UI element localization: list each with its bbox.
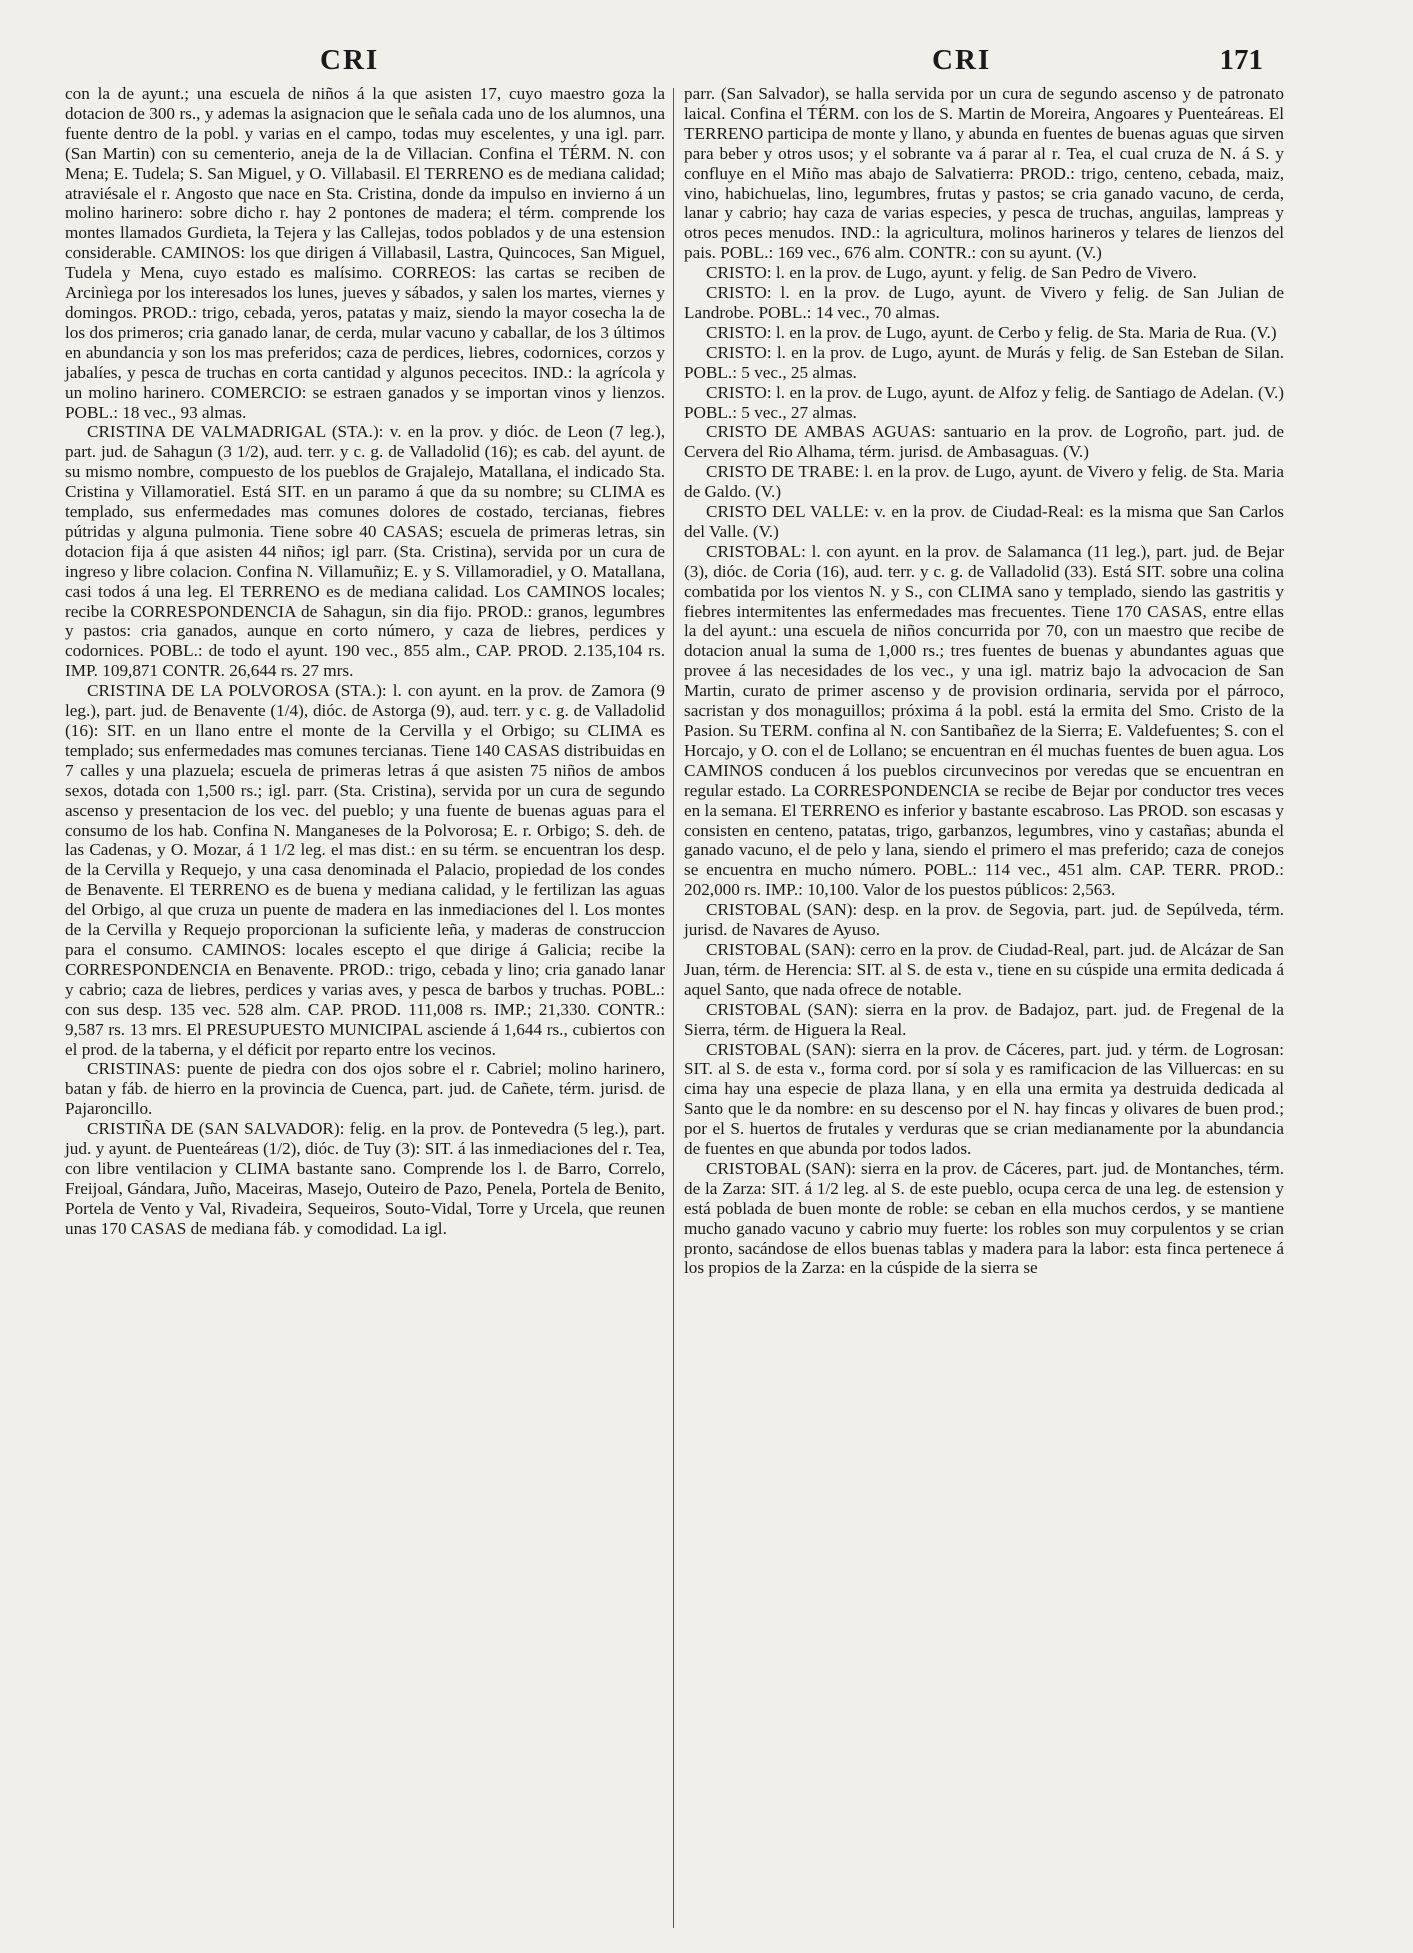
entry-cristo-silan: CRISTO: l. en la prov. de Lugo, ayunt. de Murás y felig. de San Esteban de Silan. POBL.: 5 vec., 25 almas. xyxy=(684,342,1284,382)
left-column xyxy=(65,84,665,1239)
entry-cristobal-san-badajoz: CRISTOBAL (SAN): sierra en la prov. de Badajoz, part. jud. de Fregenal de la Sierra, térm. de Higuera la Real. xyxy=(684,999,1284,1039)
right-column xyxy=(684,84,1284,1278)
entry-cristina-san-salvador: CRISTIÑA DE (SAN SALVADOR): felig. en la prov. de Pontevedra (5 leg.), part. jud. y ayunt. de Puenteáreas (1/2), dióc. de Tuy (3): SIT. á las inmediaciones del r. Tea, con libre ventilacion y CLIMA bastante sano. Comprende los l. de Barro, Correlo, Freijoal, Gándara, Juño, Maceiras, Masejo, Outeiro de Pazo, Penela, Portela de Benito, Portela de Vento y Val, Rivadeira, Sequeiros, Souto-Vidal, Torre y Urcela, que reunen unas 170 CASAS de mediana fáb. y comodidad. La igl. xyxy=(65,1119,665,1238)
entry-cristo-de-trabe: CRISTO DE TRABE: l. en la prov. de Lugo, ayunt. de Vivero y felig. de Sta. Maria de Galdo. (V.) xyxy=(684,462,1284,502)
entry-cristo-vivero: CRISTO: l. en la prov. de Lugo, ayunt. y felig. de San Pedro de Vivero. xyxy=(706,263,1197,283)
running-head-right: CRI xyxy=(932,44,992,76)
entry-cristobal-san-segovia: CRISTOBAL (SAN): desp. en la prov. de Segovia, part. jud. de Sepúlveda, térm. jurisd. de Navares de Ayuso. xyxy=(684,900,1284,940)
entry-continuation: parr. (San Salvador), se halla servida por un cura de segundo ascenso y de patronato laical. Confina el TÉRM. con los de S. Martin de Moreira, Angoares y Puenteáreas. El TERRENO participa de monte y llano, y abunda en fuentes de buenas aguas que sirven para beber y otros usos; y el sobrante va á parar al r. Tea, el cual cruza de N. á S. y confluye en el Miño mas abajo de Salvatierra: PROD.: trigo, centeno, cebada, maiz, vino, habichuelas, lino, legumbres, frutas y pastos; se cria ganado vacuno, de cerda, lanar y cabrio; hay caza de varias especies, y pesca de truchas, anguilas, lampreas y otros peces menudos. IND.: la agricultura, molinos harineros y telares de lienzos del pais. POBL.: 169 vec., 676 alm. CONTR.: con su ayunt. (V.) xyxy=(684,84,1284,263)
entry-cristo-adelan: CRISTO: l. en la prov. de Lugo, ayunt. de Alfoz y felig. de Santiago de Adelan. (V.) POBL.: 5 vec., 27 almas. xyxy=(684,382,1284,422)
entry-cristobal-san-caceres-montanches: CRISTOBAL (SAN): sierra en la prov. de Cáceres, part. jud. de Montanches, térm. de la Zarza: SIT. á 1/2 leg. al S. de este pueblo, ocupa cerca de una leg. de estension y está poblada de buen monte de roble: se ceban en ella muchos cerdos, y se mantiene mucho ganado vacuno y cabrio muy fuerte: los robles son muy corpulentos y se crian pronto, sacándose de ellos buenas tablas y madera para la labor: esta finca pertenece á los propios de la Zarza: en la cúspide de la sierra se xyxy=(684,1158,1284,1278)
entry-cristinas: CRISTINAS: puente de piedra con dos ojos sobre el r. Cabriel; molino harinero, batan y fáb. de hierro en la provincia de Cuenca, part. jud. de Cañete, térm. jurisd. de Pajaroncillo. xyxy=(65,1059,665,1119)
column-divider xyxy=(673,88,674,1928)
entry-cristina-de-valmadrigal: CRISTINA DE VALMADRIGAL (STA.): v. en la prov. y dióc. de Leon (7 leg.), part. jud. de Sahagun (3 1/2), aud. terr. y c. g. de Valladolid (16); es cab. del ayunt. de su mismo nombre, compuesto de los pueblos de Grajalejo, Matallana, el indicado Sta. Cristina y Villamoratiel. Está SIT. en un paramo á que da su nombre; su CLIMA es templado, sus enfermedades mas comunes dolores de costado, tercianas, fiebres pútridas y alguna pulmonia. Tiene sobre 40 CASAS; escuela de primeras letras, sin dotacion fija á que asisten 44 niños; igl parr. (Sta. Cristina), servida por un cura de ingreso y libre colacion. Confina N. Villamuñiz; E. y S. Villamoradiel, y O. Matallana, casi todos á una leg. El TERRENO es de mediana calidad. Los CAMINOS locales; recibe la CORRESPONDENCIA de Sahagun, sin dia fijo. PROD.: granos, legumbres y pastos: cria ganados, aunque en corto número, y caza de liebres, perdices y codornices. POBL.: de todo el ayunt. 190 vec., 855 alm., CAP. PROD. 2.135,104 rs. IMP. 109,871 CONTR. 26,644 rs. 27 mrs. xyxy=(65,422,665,681)
entry-cristobal-san-ciudad-real: CRISTOBAL (SAN): cerro en la prov. de Ciudad-Real, part. jud. de Alcázar de San Juan, térm. de Herencia: SIT. al S. de esta v., tiene en su cúspide una ermita dedicada á aquel Santo, que nada ofrece de notable. xyxy=(684,939,1284,999)
page-number: 171 xyxy=(1219,44,1263,76)
entry-cristobal: CRISTOBAL: l. con ayunt. en la prov. de Salamanca (11 leg.), part. jud. de Bejar (3), dióc. de Coria (16), aud. terr. y c. g. de Valladolid (33). Está SIT. sobre una colina combatida por los vientos N. y S., con CLIMA sano y templado, siendo las gastritis y fiebres intermitentes las enfermedades mas frecuentes. Tiene 170 CASAS, entre ellas la del ayunt.: una escuela de niños concurrida por 70, con un maestro que recibe de dotacion anual la suma de 1,000 rs.; tres fuentes de buenas y abundantes aguas que provee á las necesidades de los vec., y una igl. matriz bajo la advocacion de San Martin, curato de primer ascenso y de provision ordinaria, servida por el párroco, sacristan y dos monaguillos; próxima á la pobl. está la ermita del Smo. Cristo de la Pasion. Su TERM. confina al N. con Santibañez de la Sierra; E. Valdefuentes; S. con el Horcajo, y O. con el de Lollano; se encuentran en él muchas fuentes de buen agua. Los CAMINOS conducen á los pueblos circunvecinos por veredas que se encuentran en regular estado. La CORRESPONDENCIA se recibe de Bejar por conductor tres veces en la semana. El TERRENO es inferior y bastante escabroso. Las PROD. son escasas y consisten en centeno, patatas, trigo, garbanzos, legumbres, vino y castañas; abunda el ganado vacuno, el de pelo y lana, siendo el primero el mas preferido; caza de conejos se encuentra en mucho número. POBL.: 114 vec., 451 alm. CAP. TERR. PROD.: 202,000 rs. IMP.: 10,100. Valor de los puestos públicos: 2,563. xyxy=(684,541,1284,900)
entry-cristo-de-ambas-aguas: CRISTO DE AMBAS AGUAS: santuario en la prov. de Logroño, part. jud. de Cervera del Rio Alhama, térm. jurisd. de Ambasaguas. (V.) xyxy=(684,422,1284,462)
running-head-left: CRI xyxy=(320,44,380,76)
entry-cristo-landrobe: CRISTO: l. en la prov. de Lugo, ayunt. de Vivero y felig. de San Julian de Landrobe. POBL.: 14 vec., 70 almas. xyxy=(684,283,1284,322)
entry-cristo-rua: CRISTO: l. en la prov. de Lugo, ayunt. de Cerbo y felig. de Sta. Maria de Rua. (V.) xyxy=(706,322,1277,342)
entry-cristina-de-la-polvorosa: CRISTINA DE LA POLVOROSA (STA.): l. con ayunt. en la prov. de Zamora (9 leg.), part. jud. de Benavente (1/4), dióc. de Astorga (9), aud. terr. y c. g. de Valladolid (16): SIT. en un llano entre el monte de la Cervilla y el Orbigo; su CLIMA es templado; sus enfermedades mas comunes tercianas. Tiene 140 CASAS distribuidas en 7 calles y una plazuela; escuela de primeras letras á que asisten 75 niños de ambos sexos, dotada con 1,500 rs.; igl. parr. (Sta. Cristina), servida por un cura de segundo ascenso y presentacion de los vec. del pueblo; y una fuente de buenas aguas para el consumo de los hab. Confina N. Manganeses de la Polvorosa; E. r. Orbigo; S. deh. de las Cadenas, y O. Mozar, á 1 1/2 leg. el mas dist.: en su térm. se encuentran los desp. de la Cervilla y Requejo, y una casa denominada el Palacio, propiedad de los condes de Benavente. El TERRENO es de buena y mediana calidad, y le fertilizan las aguas del Orbigo, al que cruza un puente de madera en las inmediaciones del l. Los montes de la Cervilla y Requejo proporcionan la suficiente leña, y maderas de construccion para el consumo. CAMINOS: locales escepto el que dirige á Galicia; recibe la CORRESPONDENCIA en Benavente. PROD.: trigo, cebada y lino; cria ganado lanar y cabrio; caza de liebres, perdices y varias aves, y pesca de barbos y truchas. POBL.: con sus desp. 135 vec. 528 alm. CAP. PROD. 111,008 rs. IMP.; 21,330. CONTR.: 9,587 rs. 13 mrs. El PRESUPUESTO MUNICIPAL asciende á 1,644 rs., cubiertos con el prod. de la taberna, y el déficit por reparto entre los vecinos. xyxy=(65,681,665,1059)
entry-cristo-del-valle: CRISTO DEL VALLE: v. en la prov. de Ciudad-Real: es la misma que San Carlos del Valle. (V.) xyxy=(684,502,1284,541)
entry-continuation: con la de ayunt.; una escuela de niños á la que asisten 17, cuyo maestro goza la dotacion de 300 rs., y ademas la asignacion que le señala cada uno de los alumnos, una fuente dentro de la pobl. y varias en el campo, todas muy escelentes, y una igl. parr. (San Martin) con su cementerio, aneja de la de Villacian. Confina el TÉRM. N. con Mena; E. Tudela; S. San Miguel, y O. Villabasil. El TERRENO es de mediana calidad; atraviésale el r. Angosto que nace en Sta. Cristina, donde da impulso en invierno á un molino harinero: sobre dicho r. hay 2 pontones de madera; el térm. comprende los montes llamados Gurdieta, la Tejera y las Callejas, todos poblados y de una estension considerable. CAMINOS: los que dirigen á Villabasil, Lastra, Quincoces, San Miguel, Tudela y Mena, cuyo estado es malísimo. CORREOS: las cartas se reciben de Arcinìega por los interesados los lunes, jueves y sábados, y salen los martes, viernes y domingos. PROD.: trigo, cebada, yeros, patatas y maiz, siendo la mayor cosecha la de los dos primeros; cria ganado lanar, de cerda, mular vacuno y caballar, de los 3 últimos en abundancia y son los mas preferidos; caza de perdices, liebres, codornices, corzos y jabalíes, y pesca de truchas en corta cantidad y algunos pececitos. IND.: la agrícola y un molino harinero. COMERCIO: se estraen ganados y se importan vinos y lienzos. POBL.: 18 vec., 93 almas. xyxy=(65,84,665,422)
entry-cristobal-san-caceres-logrosan: CRISTOBAL (SAN): sierra en la prov. de Cáceres, part. jud. y térm. de Logrosan: SIT. al S. de esta v., forma cord. por sí sola y es ramificacion de las Villuercas: en su cima hay una especie de plaza llana, y en ella una ermita ya destruida dedicada al Santo que le da nombre: en su descenso por el N. hay fincas y olivares de buen prod.; por el S. huertos de frutales y verduras que se crian medianamente por la abundancia de fuentes en que abunda por todos lados. xyxy=(684,1039,1284,1159)
